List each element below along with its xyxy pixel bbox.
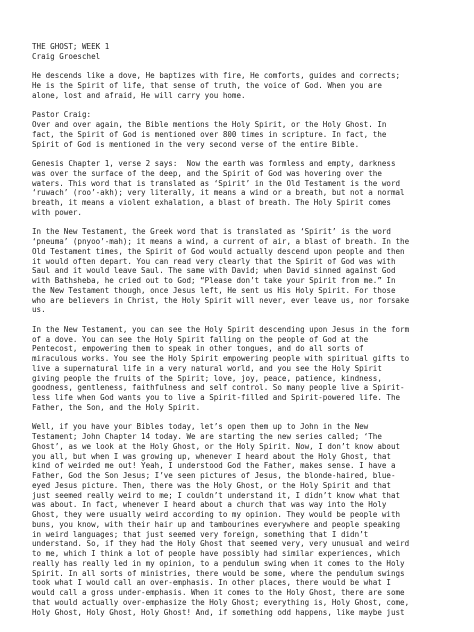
paragraph-line: with power. xyxy=(32,207,82,217)
paragraph-line: just seemed really weird to me; I couldn’t understand it, I didn’t know what that xyxy=(32,490,401,500)
blank-line xyxy=(32,62,452,72)
document-paragraph xyxy=(32,159,452,218)
paragraph-line: Pentecost, empowering them to speak in other tongues, and do all sorts of xyxy=(32,344,364,354)
document-author: Craig Groeschel xyxy=(32,51,101,61)
paragraph-line: Father, the Son, and the Holy Spirit. xyxy=(32,402,201,412)
paragraph-line: Testament; John Chapter 14 today. We are starting the new series called; ‘The xyxy=(32,432,382,441)
paragraph-list xyxy=(32,71,452,617)
paragraph-line: Father, God the Son Jesus; I’ve seen pictures of Jesus, the blonde-haired, blue- xyxy=(32,471,396,480)
paragraph-line: waters. This word that is translated as ‘Spirit’ in the Old Testament is the word xyxy=(32,178,401,188)
paragraph-line: Ghost’, as we look at the Holy Ghost, or the Holy Spirit. Now, I don’t know about xyxy=(32,441,401,451)
paragraph-line: was about. In fact, whenever I heard about a church that was way into the Holy xyxy=(32,500,387,510)
paragraph-line: goodness, gentleness, faithfulness and self control. So many people live a Spirit- xyxy=(32,383,405,393)
paragraph-line: with Bathsheba, he cried out to God; “Please don’t take your Spirit from me.” In xyxy=(32,276,396,285)
document-paragraph xyxy=(32,71,452,100)
paragraph-line: buns, you know, with their hair up and tambourines everywhere and people speaking xyxy=(32,519,401,529)
paragraph-line: ‘ruwach’ (roo’-akh); very literally, it means a wind or a breath, but not a normal xyxy=(32,188,405,198)
paragraph-line: Saul and it would leave Saul. The same with David; when David sinned against God xyxy=(32,266,396,276)
paragraph-line: fact, the Spirit of God is mentioned over 800 times in scripture. In fact, the xyxy=(32,129,387,139)
document-paragraph xyxy=(32,227,452,315)
paragraph-line: kind of weirded me out! Yeah, I understood God the Father, makes sense. I have a xyxy=(32,461,396,471)
paragraph-line: Holy Ghost, Holy Ghost, Holy Ghost! And, if something odd happens, like maybe just xyxy=(32,607,405,617)
paragraph-line: us. xyxy=(32,305,46,315)
paragraph-line: who are believers in Christ, the Holy Spirit will never, ever leave us, nor forsake xyxy=(32,295,410,305)
paragraph-line: in weird languages; that just seemed very foreign, something that I didn’t xyxy=(32,529,369,539)
paragraph-line: to me, which I think a lot of people have possibly had similar experiences, which xyxy=(32,549,401,558)
paragraph-line: Well, if you have your Bibles today, let’s open them up to John in the New xyxy=(32,422,369,432)
paragraph-line: ‘pneuma’ (pnyoo’-mah); it means a wind, a current of air, a blast of breath. In the xyxy=(32,237,410,246)
paragraph-line: Over and over again, the Bible mentions the Holy Spirit, or the Holy Ghost. In xyxy=(32,120,387,129)
paragraph-line: the New Testament though, once Jesus left, He sent us His Holy Spirit. For those xyxy=(32,285,396,295)
paragraph-line: miraculous works. You see the Holy Spirit empowering people with spiritual gifts to xyxy=(32,354,410,363)
paragraph-line: Old Testament times, the Spirit of God would actually descend upon people and then xyxy=(32,246,405,256)
paragraph-line: alone, lost and afraid, He will carry you home. xyxy=(32,90,246,100)
paragraph-line: you all, but when I was growing up, whenever I heard about the Holy Ghost, that xyxy=(32,451,391,461)
document-body xyxy=(32,42,452,627)
paragraph-line: was over the surface of the deep, and the Spirit of God was hovering over the xyxy=(32,168,382,178)
paragraph-line: Ghost, they were usually weird according to my opinion. They would be people with xyxy=(32,510,401,519)
paragraph-line: He is the Spirit of life, that sense of truth, the voice of God. When you are xyxy=(32,81,382,90)
paragraph-line: Genesis Chapter 1, verse 2 says: Now the earth was formless and empty, darkness xyxy=(32,159,396,168)
paragraph-line: In the New Testament, the Greek word that is translated as ‘Spirit’ is the word xyxy=(32,227,391,237)
paragraph-line: breath, it means a violent exhalation, a blast of breath. The Holy Spirit comes xyxy=(32,198,391,207)
paragraph-line: Spirit. In all sorts of ministries, there would be some, where the pendulum swings xyxy=(32,568,405,578)
document-title: THE GHOST; WEEK 1 xyxy=(32,42,110,51)
paragraph-line: took what I would call an over-emphasis. In other places, there would be what I xyxy=(32,578,391,588)
paragraph-line: eyed Jesus picture. Then, there was the Holy Ghost, or the Holy Spirit and that xyxy=(32,480,391,490)
document-paragraph xyxy=(32,110,452,149)
paragraph-line: that would actually over-emphasize the Holy Ghost; everything is, Holy Ghost, come, xyxy=(32,597,410,607)
paragraph-line: less life when God wants you to live a Spirit-filled and Spirit-powered life. The xyxy=(32,393,401,402)
paragraph-line: He descends like a dove, He baptizes with fire, He comforts, guides and corrects; xyxy=(32,71,401,81)
document-paragraph xyxy=(32,422,452,617)
paragraph-line: Spirit of God is mentioned in the very second verse of the entire Bible. xyxy=(32,139,360,149)
paragraph-line: Pastor Craig: xyxy=(32,110,92,120)
paragraph-line: In the New Testament, you can see the Holy Spirit descending upon Jesus in the form xyxy=(32,324,410,334)
paragraph-line: of a dove. You can see the Holy Spirit falling on the people of God at the xyxy=(32,334,369,344)
paragraph-line: really has really led in my opinion, to a pendulum swing when it comes to the Holy xyxy=(32,558,405,568)
paragraph-line: understand. So, if they had the Holy Ghost that seemed very, very unusual and weird xyxy=(32,539,410,549)
paragraph-line: live a supernatural life in a very natural world, and you see the Holy Spirit xyxy=(32,363,382,373)
paragraph-line: it would often depart. You can read very clearly that the Spirit of God was with xyxy=(32,256,396,266)
document-paragraph xyxy=(32,325,452,413)
paragraph-line: giving people the fruits of the Spirit; love, joy, peace, patience, kindness, xyxy=(32,373,382,383)
paragraph-line: would call a gross under-emphasis. When it comes to the Holy Ghost, there are some xyxy=(32,588,405,597)
